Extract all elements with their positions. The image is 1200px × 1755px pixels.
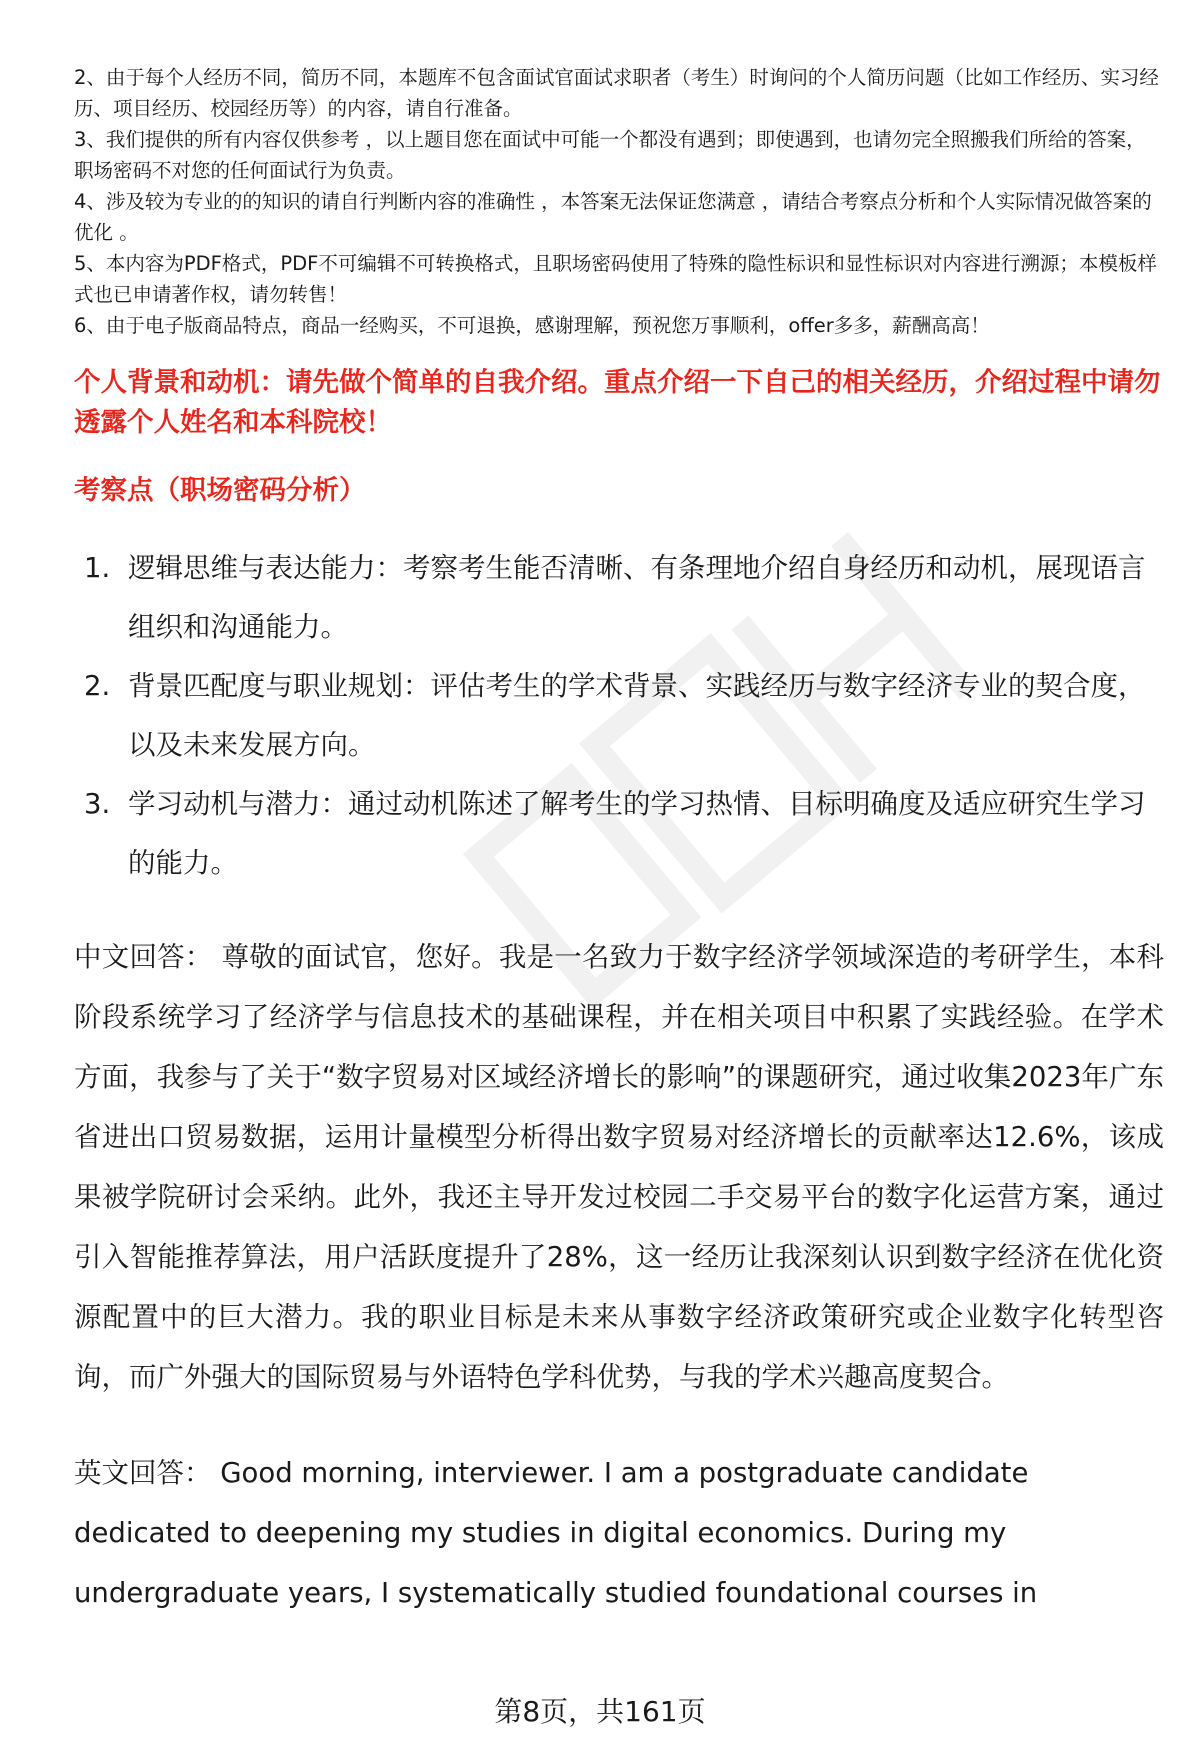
analysis-point <box>74 657 1164 775</box>
document-page <box>74 62 1164 1623</box>
answer-english: 英文回答： Good morning, interviewer. I am a postgraduate candidate dedicated to deepening my studies in digital economics. During my undergraduate years, I systematically studied foundational courses in <box>74 1457 1038 1609</box>
page-footer: 第8页，共161页 <box>494 1695 706 1728</box>
point-number: 2. <box>84 670 111 702</box>
note-item: 2、由于每个人经历不同，简历不同，本题库不包含面试官面试求职者（考生）时询问的个人简历问题（比如工作经历、实习经历、项目经历、校园经历等）的内容，请自行准备。 <box>74 66 1159 120</box>
analysis-point <box>74 775 1164 893</box>
answer-chinese: 中文回答： 尊敬的面试官，您好。我是一名致力于数字经济学领域深造的考研学生，本科阶段系统学习了经济学与信息技术的基础课程，并在相关项目中积累了实践经验。在学术方面，我参与了关于“数字贸易对区域经济增长的影响”的课题研究，通过收集2023年广东省进出口贸易数据，运用计量模型分析得出数字贸易对经济增长的贡献率达12.6%，该成果被学院研讨会采纳。此外，我还主导开发过校园二手交易平台的数字化运营方案，通过引入智能推荐算法，用户活跃度提升了28%，这一经历让我深刻认识到数字经济在优化资源配置中的巨大潜力。我的职业目标是未来从事数字经济政策研究或企业数字化转型咨询，而广外强大的国际贸易与外语特色学科优势，与我的学术兴趣高度契合。 <box>74 941 1164 1393</box>
note-item: 6、由于电子版商品特点，商品一经购买，不可退换，感谢理解，预祝您万事顺利，offer多多，薪酬高高！ <box>74 314 990 337</box>
analysis-point <box>74 539 1164 657</box>
note-item: 5、本内容为PDF格式，PDF不可编辑不可转换格式，且职场密码使用了特殊的隐性标识和显性标识对内容进行溯源；本模板样式也已申请著作权，请勿转售！ <box>74 252 1157 306</box>
note-item: 4、涉及较为专业的的知识的请自行判断内容的准确性 ，本答案无法保证您满意 ，请结合考察点分析和个人实际情况做答案的优化 。 <box>74 190 1152 244</box>
point-text: 背景匹配度与职业规划：评估考生的学术背景、实践经历与数字经济专业的契合度，以及未来发展方向。 <box>128 670 1146 761</box>
point-text: 逻辑思维与表达能力：考察考生能否清晰、有条理地介绍自身经历和动机，展现语言组织和沟通能力。 <box>128 552 1146 643</box>
point-text: 学习动机与潜力：通过动机陈述了解考生的学习热情、目标明确度及适应研究生学习的能力。 <box>128 788 1146 879</box>
question-heading: 个人背景和动机：请先做个简单的自我介绍。重点介绍一下自己的相关经历，介绍过程中请勿透露个人姓名和本科院校！ <box>74 367 1161 438</box>
point-number: 1. <box>84 552 111 584</box>
analysis-points <box>74 539 1164 893</box>
note-item: 3、我们提供的所有内容仅供参考 ，以上题目您在面试中可能一个都没有遇到；即使遇到，也请勿完全照搬我们所给的答案，职场密码不对您的任何面试行为负责。 <box>74 128 1146 182</box>
analysis-heading: 考察点（职场密码分析） <box>74 475 366 506</box>
point-number: 3. <box>84 788 111 820</box>
notes-list <box>74 62 1164 341</box>
